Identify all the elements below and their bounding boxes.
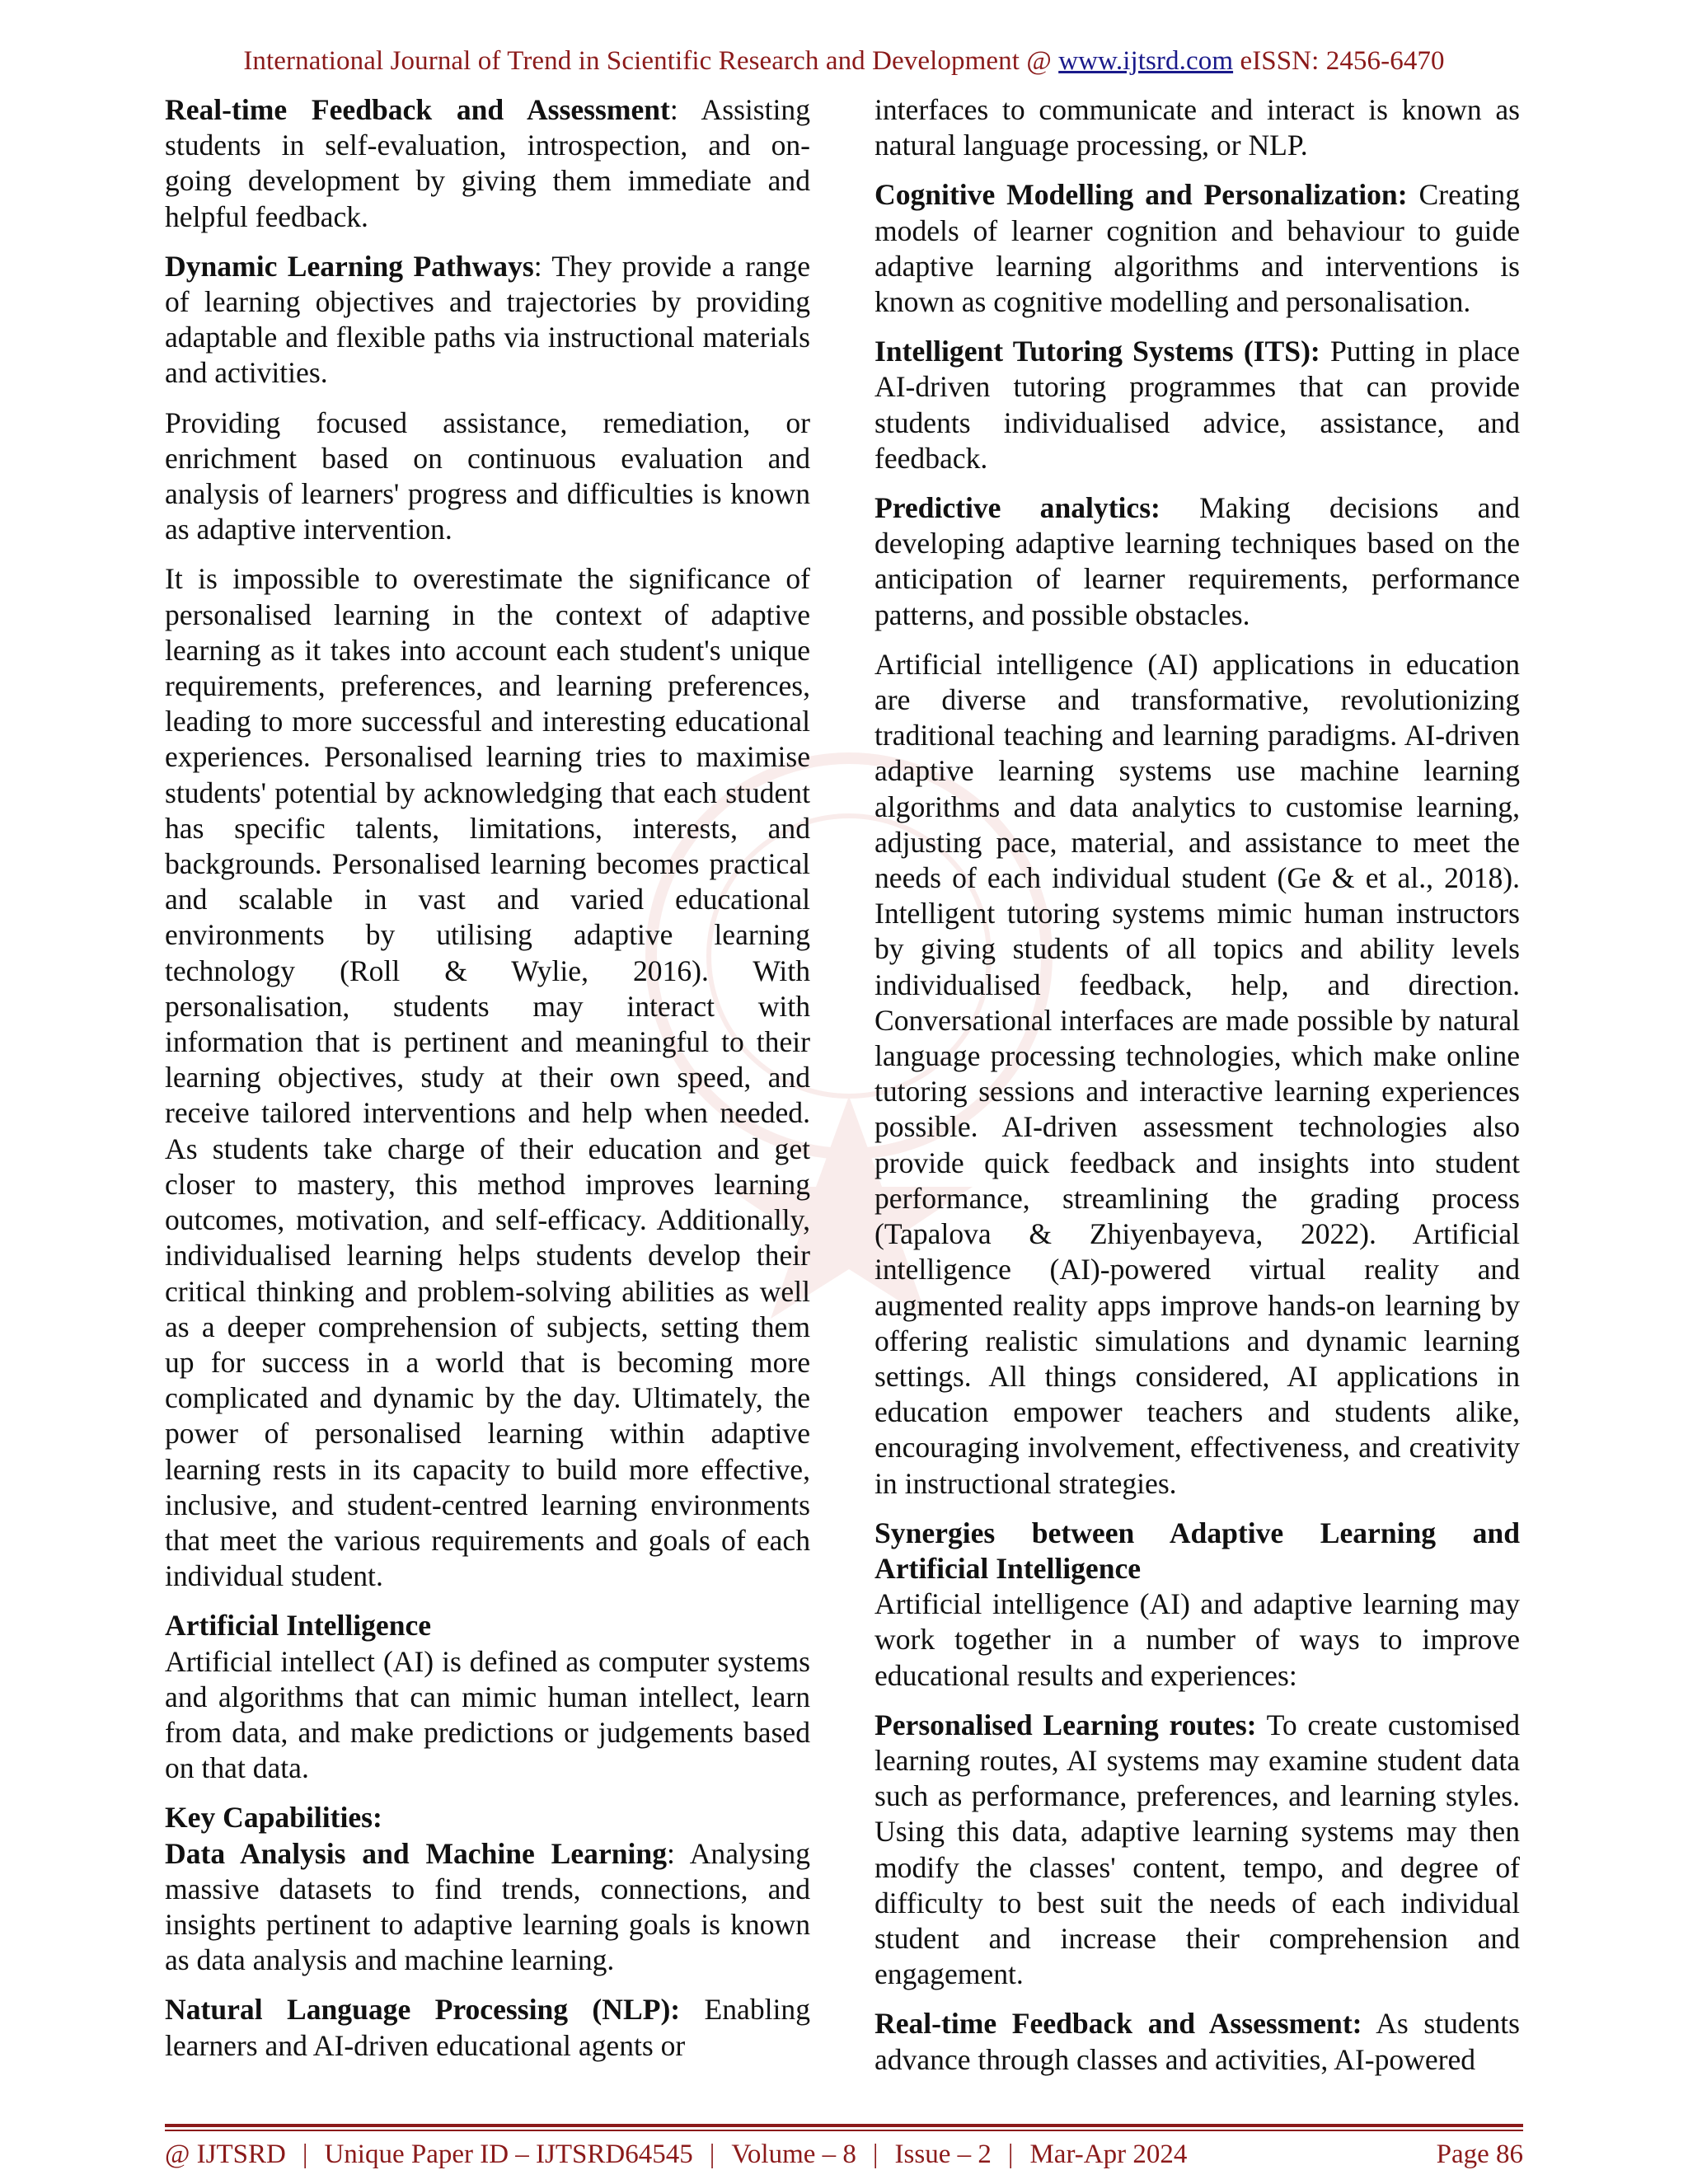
paragraph-predictive-analytics (874, 490, 1520, 633)
paragraph-cognitive-modelling (874, 177, 1520, 320)
paragraph-ai-applications: Artificial intelligence (AI) applications in education are diverse and transformative, revolutionizing traditional teaching and learning paradigms. AI-driven adaptive learning systems use machine learning algorithms and data analytics to customise learning, adjusting pace, material, and assistance to meet the needs of each individual student (Ge & et al., 2018). Intelligent tutoring systems mimic human instructors by giving students of all topics and ability levels individualised feedback, help, and direction. Conversational interfaces are made possible by natural language processing technologies, which make online tutoring sessions and interactive learning experiences possible. AI-driven assessment technologies also provide quick feedback and insights into student performance, streamlining the grading process (Tapalova & Zhiyenbayeva, 2022). Artificial intelligence (AI)-powered virtual reality and augmented reality apps improve hands-on learning by offering realistic simulations and dynamic learning settings. All things considered, AI applications in education empower teachers and students alike, encouraging involvement, effectiveness, and creativity in instructional strategies. (874, 647, 1520, 1500)
paragraph-data-analysis (165, 1836, 810, 1979)
paragraph-ai-definition: Artificial intellect (AI) is defined as computer systems and algorithms that can mimic human intellect, learn from data, and make predictions or judgements based on that data. (165, 1644, 810, 1785)
term-personalised-routes: Personalised Learning routes: (874, 1708, 1257, 1741)
paragraph-nlp-continued: interfaces to communicate and interact is known as natural language processing, or NLP. (874, 93, 1520, 162)
running-header (0, 46, 1688, 77)
footer-separator: | (302, 2139, 308, 2169)
paragraph-personalised-routes (874, 1708, 1520, 1993)
footer-paper-id: Unique Paper ID – IJTSRD64545 (324, 2139, 693, 2169)
paragraph-text: To create customised learning routes, AI systems may examine student data such as performance, preferences, and learning styles. Using this data, adaptive learning systems may then modify the classes' content, tempo, and degree of difficulty to best suit the needs of each individual student and increase their comprehension and engagement. (874, 1708, 1520, 1991)
footer-rule-thin (165, 2130, 1523, 2131)
footer-separator: | (709, 2139, 715, 2169)
paragraph-synergies-intro: Artificial intelligence (AI) and adaptive learning may work together in a number of ways to improve educational results and experiences: (874, 1587, 1520, 1692)
term-data-analysis: Data Analysis and Machine Learning (165, 1836, 668, 1870)
footer-page-number: Page 86 (1436, 2139, 1523, 2169)
paragraph-realtime-feedback (165, 92, 810, 235)
left-column (165, 92, 810, 2064)
term-nlp: Natural Language Processing (NLP): (165, 1993, 681, 2027)
paragraph-text: Putting in place AI-driven tutoring programmes that can provide students individualised advice, assistance, and feedback. (874, 335, 1520, 475)
heading-artificial-intelligence: Artificial Intelligence (165, 1609, 432, 1643)
right-column (874, 92, 1520, 2078)
footer-separator: | (872, 2139, 879, 2169)
heading-key-capabilities: Key Capabilities: (165, 1801, 382, 1835)
paragraph-text: As students advance through classes and activities, AI-powered (874, 2007, 1520, 2076)
paragraph-adaptive-intervention: Providing focused assistance, remediation, or enrichment based on continuous evaluation and analysis of learners' progress and difficulties is known as adaptive intervention. (165, 405, 810, 546)
paragraph-text: Creating models of learner cognition and behaviour to guide adaptive learning algorithms and interventions is known as cognitive modelling and personalisation. (874, 178, 1521, 319)
paragraph-text: Making decisions and developing adaptive learning techniques based on the anticipation of learner requirements, performance patterns, and possible obstacles. (874, 491, 1520, 631)
header-url-link[interactable]: www.ijtsrd.com (1058, 46, 1234, 76)
paragraph-text: : They provide a range of learning objectives and trajectories by providing adaptable and flexible paths via instructional materials and activities. (165, 249, 810, 390)
footer-rule-thick (165, 2124, 1523, 2127)
header-issn: eISSN: 2456-6470 (1233, 46, 1445, 76)
paragraph-its (874, 334, 1520, 476)
paragraph-text: : Assisting students in self-evaluation, introspection, and on-going development by giving them immediate and helpful feedback. (165, 93, 811, 233)
term-realtime-feedback-ai: Real-time Feedback and Assessment: (874, 2007, 1362, 2041)
term-its: Intelligent Tutoring Systems (ITS): (874, 335, 1320, 368)
term-predictive-analytics: Predictive analytics: (874, 491, 1160, 525)
running-footer (165, 2139, 1523, 2170)
footer-journal: @ IJTSRD (165, 2139, 286, 2169)
term-cognitive-modelling: Cognitive Modelling and Personalization: (874, 178, 1408, 212)
header-journal-title: International Journal of Trend in Scientific Research and Development @ (243, 46, 1059, 76)
paragraph-nlp (165, 1992, 810, 2063)
footer-date: Mar-Apr 2024 (1029, 2139, 1188, 2169)
paragraph-personalised-learning: It is impossible to overestimate the significance of personalised learning in the context of adaptive learning as it takes into account each student's unique requirements, preferences, and learning preferences, leading to more successful and interesting educational experiences. Personalised learning tries to maximise students' potential by acknowledging that each student has specific talents, limitations, interests, and backgrounds. Personalised learning becomes practical and scalable in vast and varied educational environments by utilising adaptive learning technology (Roll & Wylie, 2016). With personalisation, students may interact with information that is pertinent and meaningful to their learning objectives, study at their own speed, and receive tailored interventions and help when needed. As students take charge of their education and get closer to mastery, this method improves learning outcomes, motivation, and self-efficacy. Additionally, individualised learning helps students develop their critical thinking and problem-solving abilities as well as a deeper comprehension of subjects, setting them up for success in a world that is becoming more complicated and dynamic by the day. Ultimately, the power of personalised learning within adaptive learning rests in its capacity to build more effective, inclusive, and student-centred learning environments that meet the various requirements and goals of each individual student. (165, 562, 810, 1593)
term-dynamic-pathways: Dynamic Learning Pathways (165, 249, 534, 283)
term-realtime-feedback: Real-time Feedback and Assessment (165, 93, 670, 126)
paragraph-dynamic-pathways (165, 249, 810, 391)
paragraph-text: : Analysing massive datasets to find trends, connections, and insights pertinent to adaptive learning goals is known as data analysis and machine learning. (165, 1836, 810, 1977)
heading-synergies: Synergies between Adaptive Learning and Artificial Intelligence (874, 1516, 1520, 1585)
footer-separator: | (1007, 2139, 1014, 2169)
paragraph-text: Enabling learners and AI-driven educational agents or (165, 1993, 810, 2062)
footer-volume: Volume – 8 (731, 2139, 856, 2169)
paragraph-realtime-feedback-ai (874, 2006, 1520, 2077)
footer-issue: Issue – 2 (894, 2139, 992, 2169)
